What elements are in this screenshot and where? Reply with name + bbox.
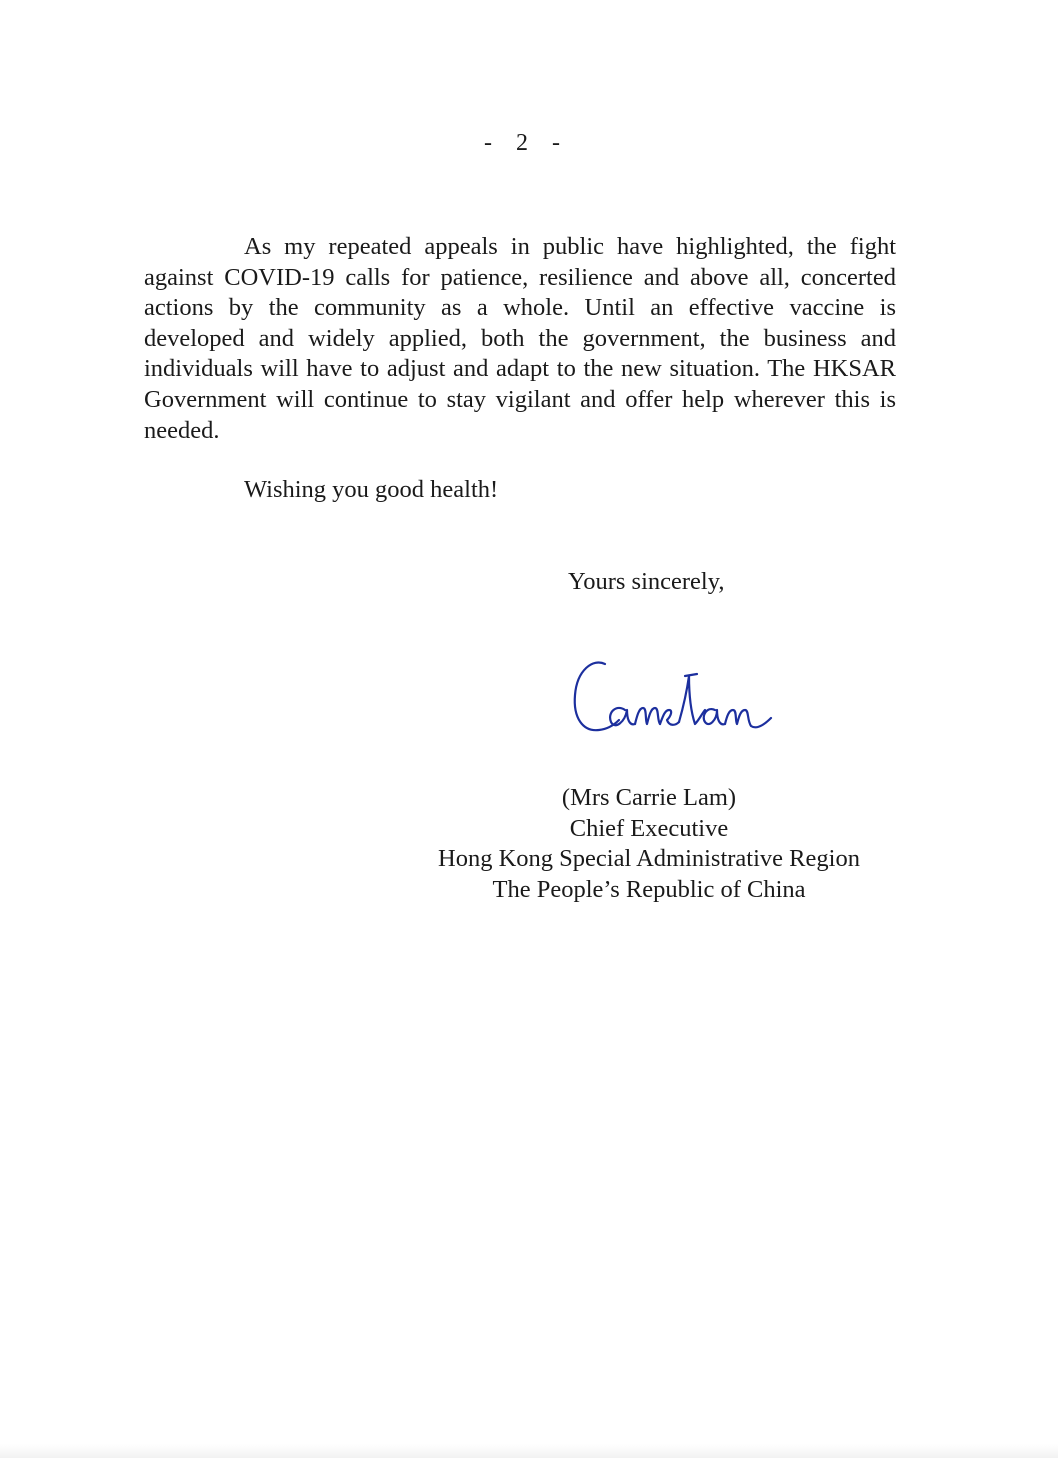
signatory-title: Chief Executive bbox=[569, 814, 729, 842]
signature-block bbox=[400, 783, 898, 905]
page-bottom-edge bbox=[0, 1444, 1058, 1458]
body-paragraph-2: Wishing you good health! bbox=[244, 476, 499, 503]
handwritten-signature bbox=[565, 650, 780, 745]
closing-salutation: Yours sincerely, bbox=[568, 568, 725, 595]
body-paragraph-1: As my repeated appeals in public have highlighted, the fight against COVID-19 calls for patience, resilience and above all, concerted actions by the community as a whole. Until an effective vaccine is developed and widely applied, both the government, the business and individuals will have to adjust and adapt to the new situation. The HKSAR Government will continue to stay vigilant and offer help wherever this is needed. bbox=[144, 233, 896, 444]
signatory-name: (Mrs Carrie Lam) bbox=[561, 784, 737, 811]
signatory-organization: Hong Kong Special Administrative Region bbox=[438, 845, 860, 873]
signatory-country: The People’s Republic of China bbox=[492, 875, 806, 903]
page-number: - 2 - bbox=[484, 130, 562, 156]
